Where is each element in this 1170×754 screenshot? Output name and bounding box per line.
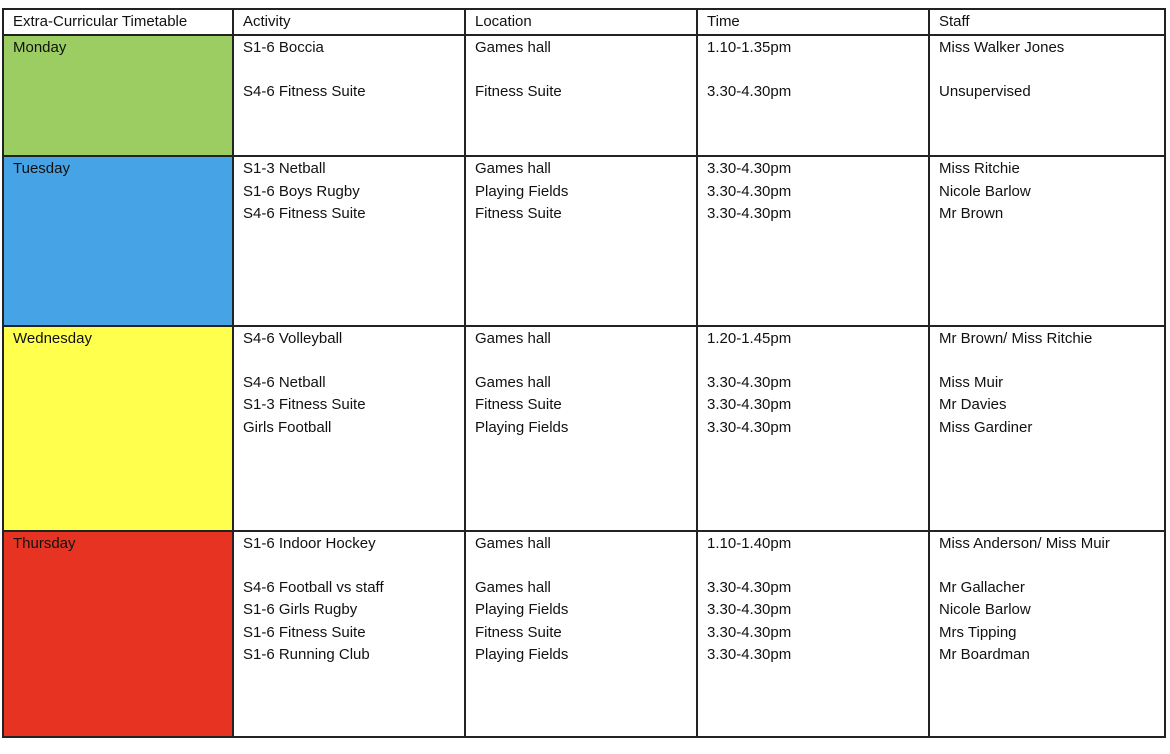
time-entry: 3.30-4.30pm [707, 82, 792, 100]
location-entry: Playing Fields [475, 182, 569, 200]
day-cell-monday [3, 35, 233, 156]
activity-cell-tuesday [233, 156, 465, 326]
location-cell-monday [465, 35, 697, 156]
time-entry: 1.10-1.35pm [707, 39, 792, 56]
location-cell-tuesday [465, 156, 697, 326]
header-location: Location [465, 9, 697, 35]
time-entry: 3.30-4.30pm [707, 418, 792, 436]
staff-entry: Miss Gardiner [939, 418, 1033, 436]
staff-cell-tuesday [929, 156, 1165, 326]
header-row [3, 9, 1165, 35]
row-tuesday [3, 156, 1165, 326]
activity-entry: S4-6 Netball [243, 373, 326, 391]
time-entry: 1.10-1.40pm [707, 535, 792, 552]
day-cell-tuesday [3, 156, 233, 326]
location-cell-wednesday [465, 326, 697, 531]
location-entry: Games hall [475, 373, 551, 391]
time-entry: 3.30-4.30pm [707, 623, 792, 641]
location-entry: Fitness Suite [475, 205, 562, 222]
row-wednesday [3, 326, 1165, 531]
time-entry: 3.30-4.30pm [707, 182, 792, 200]
activity-entry: S4-6 Volleyball [243, 330, 343, 347]
location-entry: Playing Fields [475, 601, 569, 618]
location-cell-thursday [465, 531, 697, 737]
staff-entry: Mr Gallacher [939, 578, 1025, 596]
time-entry: 3.30-4.30pm [707, 646, 792, 663]
staff-entry: Miss Muir [939, 373, 1004, 391]
time-cell-thursday [697, 531, 929, 737]
location-entry: Playing Fields [475, 418, 569, 436]
activity-entry: S1-6 Fitness Suite [243, 623, 366, 641]
activity-entry: S4-6 Fitness Suite [243, 205, 366, 222]
location-entry: Fitness Suite [475, 623, 562, 641]
activity-cell-wednesday [233, 326, 465, 531]
staff-cell-wednesday [929, 326, 1165, 531]
time-entry: 3.30-4.30pm [707, 396, 792, 413]
time-cell-wednesday [697, 326, 929, 531]
staff-entry: Miss Ritchie [939, 160, 1020, 177]
activity-entry: S1-6 Indoor Hockey [243, 535, 376, 552]
timetable-sheet [2, 8, 1164, 738]
time-entry: 1.20-1.45pm [707, 330, 792, 347]
staff-entry: Miss Anderson/ Miss Muir [939, 535, 1110, 552]
time-entry: 3.30-4.30pm [707, 601, 792, 618]
time-cell-tuesday [697, 156, 929, 326]
staff-entry: Mr Boardman [939, 646, 1030, 663]
location-entry: Fitness Suite [475, 82, 562, 100]
header-staff: Staff [929, 9, 1165, 35]
activity-entry: Girls Football [243, 418, 332, 436]
activity-entry: S1-6 Running Club [243, 646, 370, 663]
staff-entry: Mr Brown/ Miss Ritchie [939, 330, 1093, 347]
time-entry: 3.30-4.30pm [707, 160, 792, 177]
activity-cell-monday [233, 35, 465, 156]
day-label-thursday: Thursday [13, 535, 76, 552]
day-label-tuesday: Tuesday [13, 160, 70, 177]
activity-entry: S1-6 Boccia [243, 39, 324, 56]
staff-entry: Nicole Barlow [939, 601, 1031, 618]
day-label-monday: Monday [13, 39, 67, 56]
location-entry: Fitness Suite [475, 396, 562, 413]
header-title: Extra-Curricular Timetable [3, 9, 233, 35]
time-entry: 3.30-4.30pm [707, 205, 792, 222]
time-entry: 3.30-4.30pm [707, 373, 792, 391]
location-entry: Games hall [475, 39, 551, 56]
staff-entry: Mrs Tipping [939, 623, 1017, 641]
location-entry: Playing Fields [475, 646, 569, 663]
time-cell-monday [697, 35, 929, 156]
location-entry: Games hall [475, 578, 551, 596]
header-time: Time [697, 9, 929, 35]
location-entry: Games hall [475, 160, 551, 177]
staff-cell-monday [929, 35, 1165, 156]
location-entry: Games hall [475, 330, 551, 347]
staff-cell-thursday [929, 531, 1165, 737]
staff-entry: Mr Brown [939, 205, 1004, 222]
activity-entry: S1-3 Netball [243, 160, 326, 177]
activity-entry: S1-6 Girls Rugby [243, 601, 358, 618]
day-cell-wednesday [3, 326, 233, 531]
day-label-wednesday: Wednesday [13, 330, 92, 347]
day-cell-thursday [3, 531, 233, 737]
activity-entry: S4-6 Football vs staff [243, 578, 384, 596]
location-entry: Games hall [475, 535, 551, 552]
activity-entry: S1-3 Fitness Suite [243, 396, 366, 413]
header-activity: Activity [233, 9, 465, 35]
staff-entry: Miss Walker Jones [939, 39, 1065, 56]
activity-entry: S4-6 Fitness Suite [243, 82, 366, 100]
timetable [2, 8, 1166, 738]
row-thursday [3, 531, 1165, 737]
staff-entry: Mr Davies [939, 396, 1007, 413]
staff-entry: Unsupervised [939, 82, 1031, 100]
staff-entry: Nicole Barlow [939, 182, 1031, 200]
activity-entry: S1-6 Boys Rugby [243, 182, 360, 200]
row-monday [3, 35, 1165, 156]
activity-cell-thursday [233, 531, 465, 737]
time-entry: 3.30-4.30pm [707, 578, 792, 596]
